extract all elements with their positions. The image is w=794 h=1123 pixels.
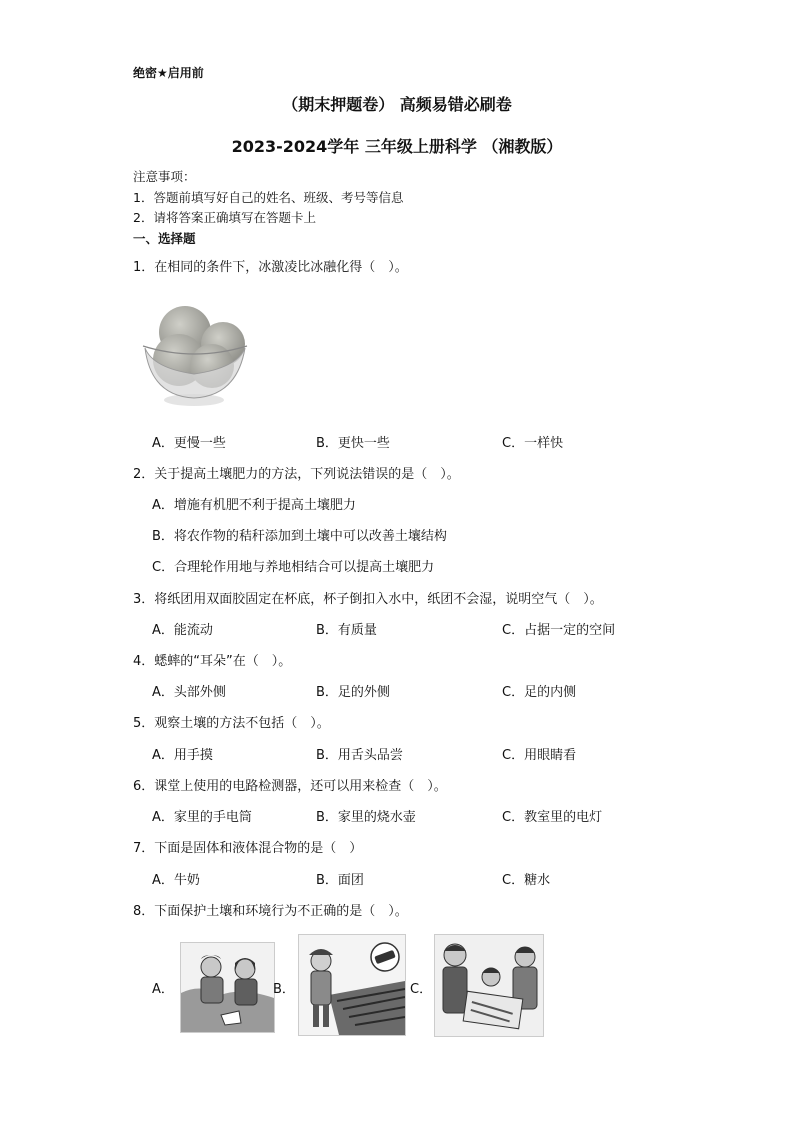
option-b: B．用舌头品尝 [316,748,403,763]
family-poster-image [434,934,544,1037]
option-b: B．面团 [316,873,364,888]
option-a: A．能流动 [152,623,213,638]
option-c: C．糖水 [502,873,551,888]
ice-cream-image [137,298,251,410]
option-a: A．更慢一些 [152,436,226,451]
question-stem: 1．在相同的条件下，冰激凌比冰融化得（ ）。 [133,260,408,275]
confidential-label: 绝密★启用前 [133,66,204,80]
option-c: C．足的内侧 [502,685,577,700]
option-c: C． [410,982,433,997]
option-a: A．用手摸 [152,748,213,763]
option-b: B．有质量 [316,623,377,638]
option-b: B．更快一些 [316,436,390,451]
question-stem: 4．蟋蟀的“耳朵”在（ ）。 [133,654,292,669]
option-b: B．家里的烧水壶 [316,810,416,825]
question-stem: 8．下面保护土壤和环境行为不正确的是（ ）。 [133,904,408,919]
notice-heading: 注意事项： [133,169,196,184]
question-stem: 2．关于提高土壤肥力的方法，下列说法错误的是（ ）。 [133,467,460,482]
exam-subtitle: 2023-2024学年 三年级上册科学 （湘教版） [231,137,563,156]
option-b: B．足的外侧 [316,685,390,700]
option-a: A． [152,982,174,997]
section-heading: 一、选择题 [133,231,196,246]
notice-item: 1．答题前填写好自己的姓名、班级、考号等信息 [133,190,404,205]
question-stem: 7．下面是固体和液体混合物的是（ ） [133,841,363,856]
option-a: A．家里的手电筒 [152,810,252,825]
option-a: A．头部外侧 [152,685,226,700]
option-a: A．牛奶 [152,873,200,888]
option-c: C．教室里的电灯 [502,810,603,825]
notice-item: 2．请将答案正确填写在答题卡上 [133,210,316,225]
farm-field-image [298,934,406,1036]
question-stem: 6．课堂上使用的电路检测器，还可以用来检查（ ）。 [133,779,447,794]
option-c: C．占据一定的空间 [502,623,616,638]
option-a: A．增施有机肥不利于提高土壤肥力 [152,498,356,513]
question-stem: 5．观察土壤的方法不包括（ ）。 [133,716,330,731]
option-b: B．将农作物的秸秆添加到土壤中可以改善土壤结构 [152,529,447,544]
question-stem: 3．将纸团用双面胶固定在杯底，杯子倒扣入水中，纸团不会湿，说明空气（ ）。 [133,592,603,607]
option-c: C．合理轮作用地与养地相结合可以提高土壤肥力 [152,560,435,575]
option-b: B． [273,982,295,997]
kids-litter-image [180,942,275,1033]
option-c: C．一样快 [502,436,564,451]
option-c: C．用眼睛看 [502,748,577,763]
exam-title: （期末押题卷） 高频易错必刷卷 [282,95,512,114]
